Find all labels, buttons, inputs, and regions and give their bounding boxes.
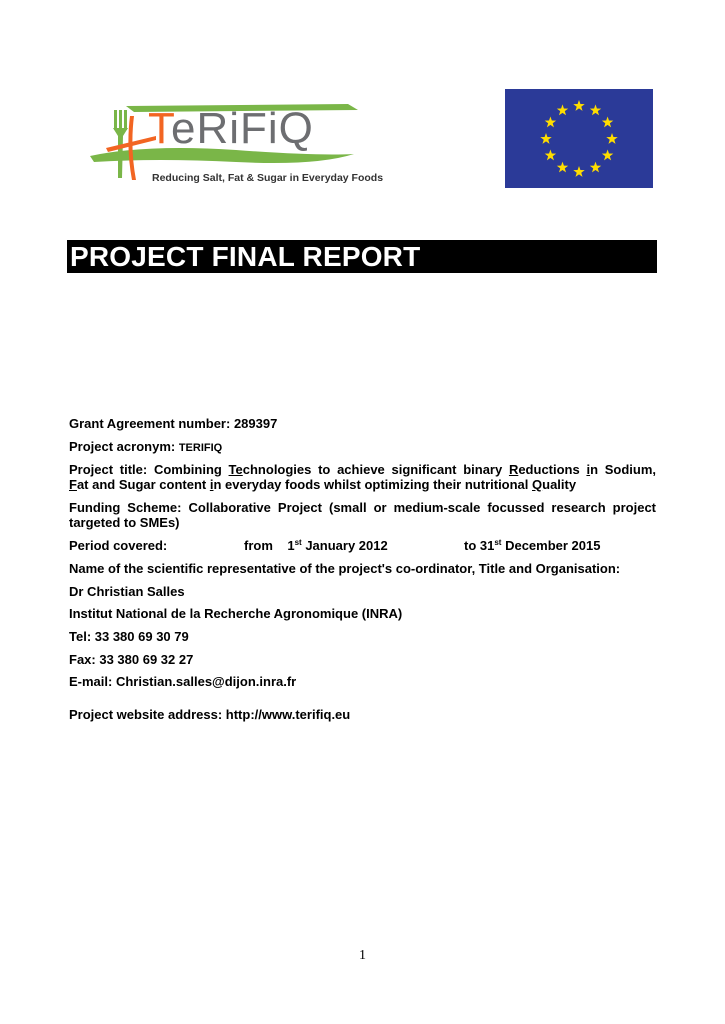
grant-agreement: Grant Agreement number: 289397 — [69, 416, 278, 431]
representative-name: Dr Christian Salles — [69, 584, 185, 599]
title-banner — [67, 240, 657, 273]
terifiq-logo — [86, 98, 386, 190]
organisation: Institut National de la Recherche Agronomique (INRA) — [69, 606, 403, 621]
logo-wordmark: TeRiFiQ — [148, 104, 314, 153]
eu-flag-icon — [505, 89, 653, 188]
project-acronym: Project acronym: TERIFIQ — [69, 439, 223, 454]
email: E-mail: Christian.salles@dijon.inra.fr — [69, 674, 297, 689]
page-number: 1 — [359, 948, 366, 963]
period-covered: Period covered: from 1st January 2012 to 31st December 2015 — [69, 538, 601, 553]
logo-tagline: Reducing Salt, Fat & Sugar in Everyday Foods — [152, 172, 384, 184]
telephone: Tel: 33 380 69 30 79 — [69, 629, 189, 644]
page-title: PROJECT FINAL REPORT — [70, 241, 421, 272]
funding-scheme: Funding Scheme: Collaborative Project (small or medium-scale focussed research project targeted to SMEs) — [69, 500, 657, 530]
coordinator-heading: Name of the scientific representative of the project's co-ordinator, Title and Organisation: — [69, 561, 621, 576]
project-title: Project title: Combining Technologies to achieve significant binary Reductions in Sodium, Fat and Sugar content in everyday foods whilst optimizing their nutritional Quality — [69, 462, 656, 492]
website: Project website address: http://www.terifiq.eu — [69, 707, 351, 722]
fax: Fax: 33 380 69 32 27 — [69, 652, 194, 667]
acronym-value: TERIFIQ — [178, 442, 223, 454]
